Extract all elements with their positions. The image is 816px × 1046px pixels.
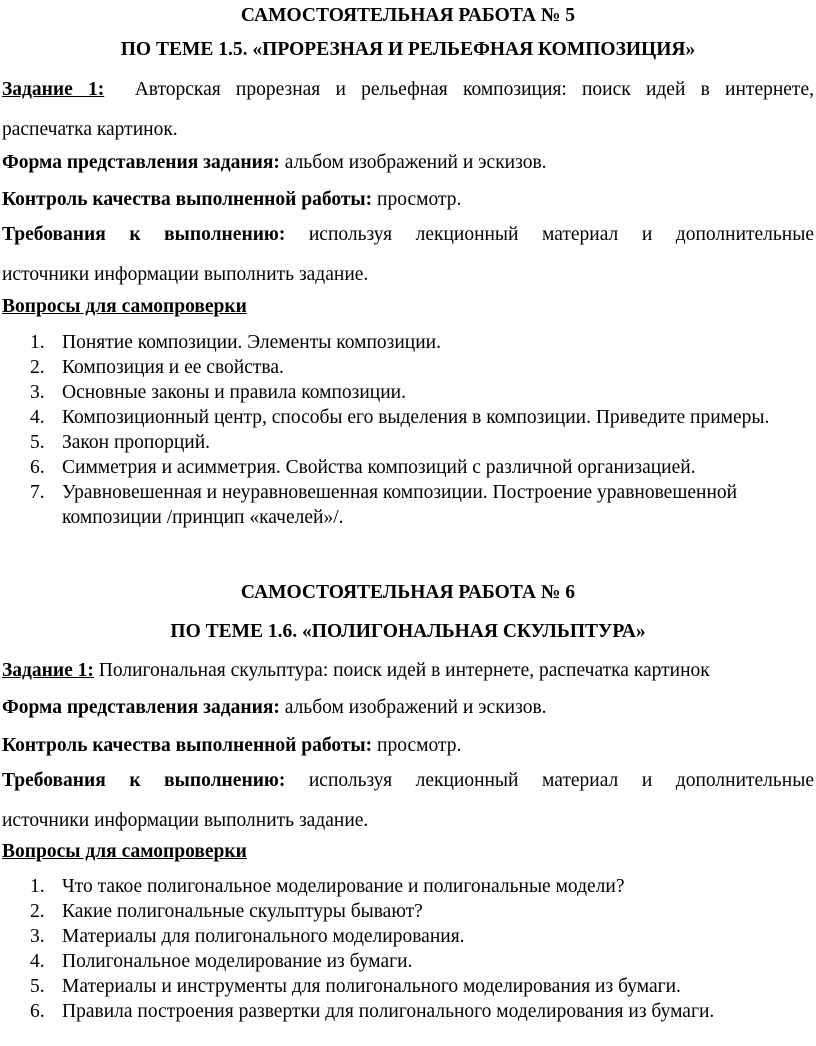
section1-control-text: просмотр. <box>377 189 462 210</box>
section1-form-label: Форма представления задания: <box>2 152 280 173</box>
question-text: Закон пропорций. <box>62 432 211 453</box>
section1-form-text: альбом изображений и эскизов. <box>284 152 547 173</box>
section1-title-line1: САМОСТОЯТЕЛЬНАЯ РАБОТА № 5 <box>240 5 576 26</box>
section1-questions-list <box>0 330 816 530</box>
section1-task-text-line2: распечатка картинок. <box>2 119 178 140</box>
question-item <box>0 380 816 405</box>
question-text: Уравновешенная и неуравновешенная композиции. Построение уравновешенной композиции /принцип «качелей»/. <box>62 482 738 528</box>
section1-title-line2: ПО ТЕМЕ 1.5. «ПРОРЕЗНАЯ И РЕЛЬЕФНАЯ КОМПОЗИЦИЯ» <box>120 39 696 60</box>
section1-task-label: Задание 1: <box>2 79 105 100</box>
section1-req-line1 <box>2 215 814 255</box>
question-text: Полигональное моделирование из бумаги. <box>62 951 413 972</box>
section2-form-label: Форма представления задания: <box>2 697 280 718</box>
question-text: Понятие композиции. Элементы композиции. <box>62 332 441 353</box>
question-text: Композиция и ее свойства. <box>62 357 284 378</box>
section2-req-text-line1: используя лекционный материал и дополнительные <box>308 770 815 791</box>
section1-task-text-line1: Авторская прорезная и рельефная композиция: поиск идей в интернете, <box>134 79 814 100</box>
question-text: Материалы для полигонального моделирования. <box>62 926 465 947</box>
question-number: 5. <box>30 976 45 997</box>
question-text: Материалы и инструменты для полигонального моделирования из бумаги. <box>62 976 681 997</box>
question-number: 3. <box>30 382 45 403</box>
question-number: 6. <box>30 1001 45 1022</box>
question-text: Основные законы и правила композиции. <box>62 382 406 403</box>
question-number: 2. <box>30 357 45 378</box>
section2-task-text: Полигональная скульптура: поиск идей в интернете, распечатка картинок <box>98 660 710 681</box>
question-item <box>0 874 816 899</box>
question-item <box>0 974 816 999</box>
section1-req-text-line2: источники информации выполнить задание. <box>2 264 369 285</box>
question-item <box>0 430 816 455</box>
section1-req-text-line1: используя лекционный материал и дополнительные <box>308 224 815 245</box>
section2-req-label: Требования к выполнению: <box>2 770 286 791</box>
section1-req-label: Требования к выполнению: <box>2 224 286 245</box>
question-text: Какие полигональные скульптуры бывают? <box>62 901 423 922</box>
section2-requirements-paragraph <box>2 761 814 841</box>
question-number: 1. <box>30 332 45 353</box>
section1-requirements-paragraph <box>2 215 814 295</box>
section2-form-text: альбом изображений и эскизов. <box>284 697 547 718</box>
question-number: 7. <box>30 482 45 503</box>
section2-control-label: Контроль качества выполненной работы: <box>2 735 373 756</box>
section2-title-line2: ПО ТЕМЕ 1.6. «ПОЛИГОНАЛЬНАЯ СКУЛЬПТУРА» <box>170 621 646 642</box>
section1-control-paragraph <box>2 180 814 220</box>
section2-questions-list <box>0 874 816 1024</box>
question-number: 3. <box>30 926 45 947</box>
section2-control-text: просмотр. <box>377 735 462 756</box>
question-item <box>0 480 816 530</box>
section2-control-paragraph <box>2 726 814 766</box>
question-number: 4. <box>30 951 45 972</box>
question-item <box>0 455 816 480</box>
section2-questions-label: Вопросы для самопроверки <box>2 841 247 862</box>
section2-title-line1: САМОСТОЯТЕЛЬНАЯ РАБОТА № 6 <box>240 582 576 603</box>
section1-questions-label: Вопросы для самопроверки <box>2 296 247 317</box>
section1-task-paragraph <box>2 70 814 150</box>
question-number: 5. <box>30 432 45 453</box>
question-text: Композиционный центр, способы его выделения в композиции. Приведите примеры. <box>62 407 770 428</box>
question-item <box>0 924 816 949</box>
question-item <box>0 330 816 355</box>
section1-control-label: Контроль качества выполненной работы: <box>2 189 373 210</box>
section2-form-paragraph <box>2 688 814 728</box>
section2-task-paragraph <box>2 651 814 691</box>
question-item <box>0 949 816 974</box>
question-text: Симметрия и асимметрия. Свойства композиций с различной организацией. <box>62 457 696 478</box>
section2-req-text-line2: источники информации выполнить задание. <box>2 810 369 831</box>
section2-task-label: Задание 1: <box>2 660 94 681</box>
question-item <box>0 999 816 1024</box>
section1-task-line1 <box>2 70 814 110</box>
section2-req-line1 <box>2 761 814 801</box>
question-number: 2. <box>30 901 45 922</box>
question-number: 1. <box>30 876 45 897</box>
question-text: Правила построения развертки для полигонального моделирования из бумаги. <box>62 1001 715 1022</box>
question-item <box>0 355 816 380</box>
question-text: Что такое полигональное моделирование и полигональные модели? <box>62 876 625 897</box>
section1-form-paragraph <box>2 143 814 183</box>
question-number: 6. <box>30 457 45 478</box>
question-item <box>0 899 816 924</box>
question-item <box>0 405 816 430</box>
question-number: 4. <box>30 407 45 428</box>
